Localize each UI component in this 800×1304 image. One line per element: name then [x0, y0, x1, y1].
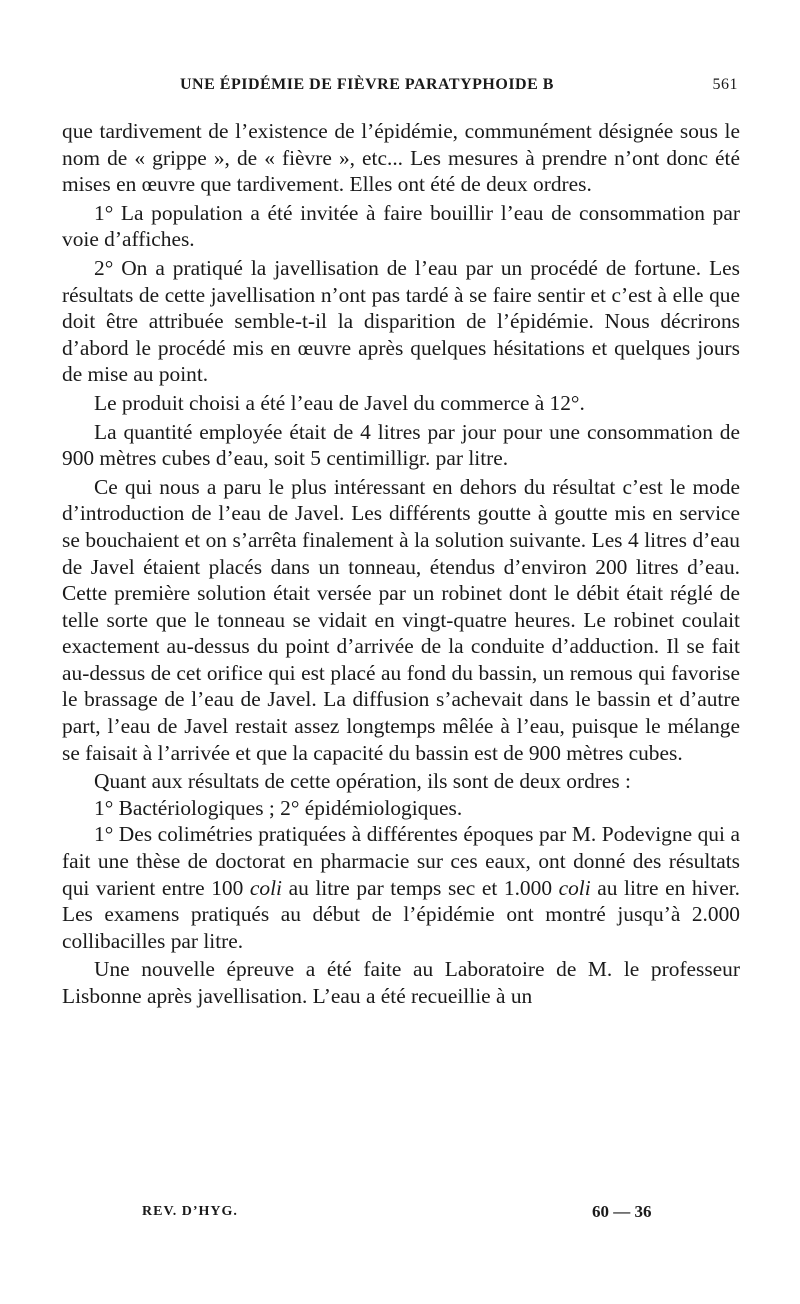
paragraph-9-text-middle: au litre par temps sec et 1.000	[281, 875, 559, 900]
running-title: UNE ÉPIDÉMIE DE FIÈVRE PARATYPHOIDE B	[180, 76, 554, 93]
paragraph-6: Ce qui nous a paru le plus intéressant en dehors du résultat c’est le mode d’introduction de l’eau de Javel. Les différents goutte à goutte mis en service se bouchaient et on s’arrêta finalement à la solution suivante. Les 4 litres d’eau de Javel étaient placés dans un tonneau, étendus d’environ 200 litres d’eau. Cette première solution était versée par un robinet dont le débit était réglé de telle sorte que le tonneau se vidait en vingt-quatre heures. Le robinet coulait exactement au-dessus du point d’arrivée de la conduite d’adduction. Il se fait au-dessus de cet orifice qui est placé au fond du bassin, un remous qui favorise le brassage de l’eau de Javel. La diffusion s’achevait dans le bassin et d’autre part, l’eau de Javel restait assez longtemps mêlée à l’eau, puisque le mélange se faisait à l’arrivée et que la capacité du bassin est de 900 mètres cubes.	[62, 474, 740, 765]
paragraph-7: Quant aux résultats de cette opération, ils sont de deux ordres :	[94, 769, 631, 794]
paragraph-8: 1° Bactériologiques ; 2° épidémiologiques.	[94, 795, 463, 820]
paragraph-2: 1° La population a été invitée à faire bouillir l’eau de consommation par voie d’affiches.	[62, 200, 740, 252]
page-number: 561	[712, 76, 738, 93]
page-footer	[142, 1204, 702, 1226]
paragraph-9-text-after: au litre en hiver. Les examens pratiqués au début de l’épidémie ont montré jusqu’à 2.000 collibacilles par litre.	[62, 875, 740, 953]
paragraph-4: Le produit choisi a été l’eau de Javel du commerce à 12°.	[94, 390, 585, 415]
body-text	[62, 118, 740, 1010]
journal-abbreviation: REV. D’HYG.	[142, 1204, 238, 1219]
paragraph-5: La quantité employée était de 4 litres par jour pour une consommation de 900 mètres cubes d’eau, soit 5 centimilligr. par litre.	[62, 419, 740, 471]
paragraph-9-text-before: 1° Des colimétries pratiquées à différentes époques par M. Podevigne qui a fait une thèse de doctorat en pharmacie sur ces eaux, ont donné des résultats qui varient entre 100	[62, 822, 740, 900]
running-head	[62, 72, 740, 102]
paragraph-3: 2° On a pratiqué la javellisation de l’eau par un procédé de fortune. Les résultats de cette javellisation n’ont pas tardé à se faire sentir et c’est à elle que doit être attribuée semble-t-il la disparition de l’épidémie. Nous décrirons d’abord le procédé mis en œuvre après quelques hésitations et quelques jours de mise au point.	[62, 255, 740, 387]
signature-mark: 60 — 36	[592, 1202, 652, 1221]
paragraph-9-italic-coli-2: coli	[558, 875, 591, 900]
paragraph-10: Une nouvelle épreuve a été faite au Laboratoire de M. le professeur Lisbonne après javellisation. L’eau a été recueillie à un	[62, 957, 740, 1008]
paragraph-1: que tardivement de l’existence de l’épidémie, communément désignée sous le nom de « grippe », de « fièvre », etc... Les mesures à prendre n’ont donc été mises en œuvre que tardivement. Elles ont été de deux ordres.	[62, 119, 740, 197]
paragraph-9	[62, 821, 740, 954]
paragraph-9-italic-coli-1: coli	[249, 875, 282, 900]
document-page	[62, 72, 740, 1010]
